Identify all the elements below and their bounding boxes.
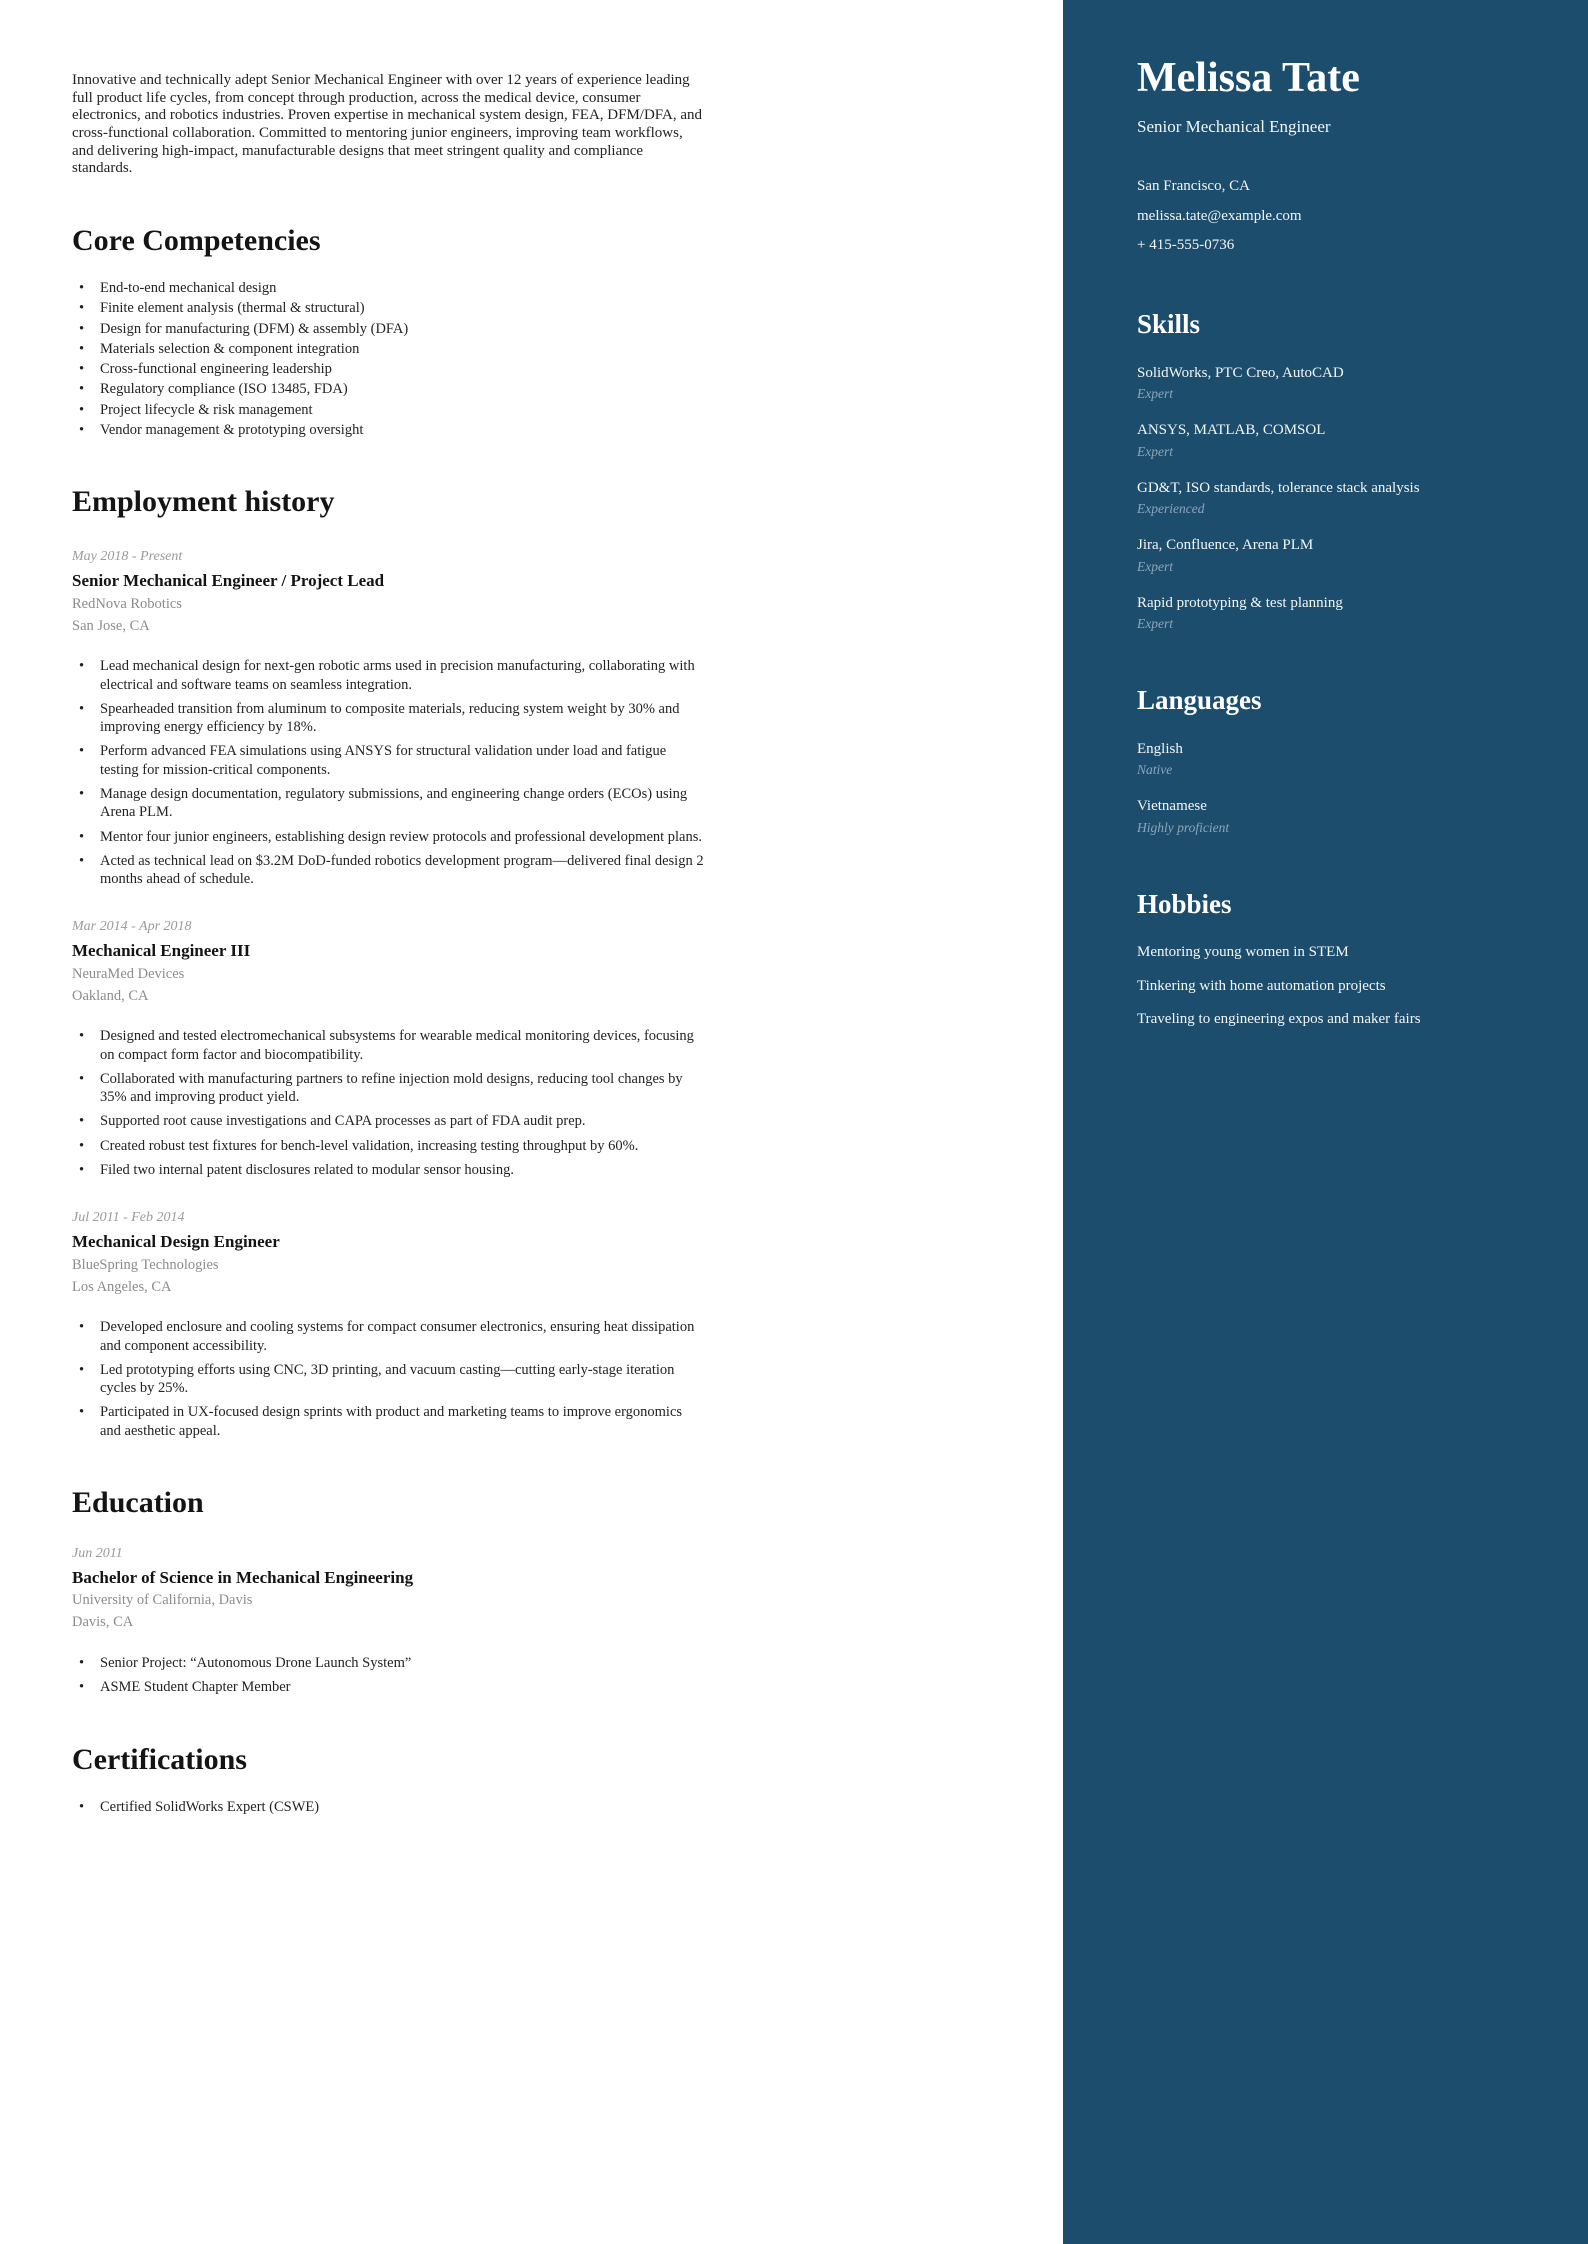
language-level: Native [1137,762,1173,778]
education-location: Davis, CA [72,1614,134,1631]
job-dates: May 2018 - Present [72,549,183,565]
language-entry [1137,797,1522,836]
list-item: • Senior Project: “Autonomous Drone Launch System” [72,1654,704,1672]
list-item: • Spearheaded transition from aluminum to composite materials, reducing system weight by 30% and improving energy efficiency by 18%. [72,700,704,737]
list-item: • ASME Student Chapter Member [72,1678,704,1696]
list-item: • Filed two internal patent disclosures related to modular sensor housing. [72,1161,704,1179]
list-item: • Mentor four junior engineers, establishing design review protocols and professional development plans. [72,828,704,846]
list-item: • Led prototyping efforts using CNC, 3D printing, and vacuum casting—cutting early-stage iteration cycles by 25%. [72,1361,704,1398]
language-entry [1137,740,1522,779]
list-item: • Design for manufacturing (DFM) & assembly (DFA) [72,320,704,338]
job-bullet-list [72,657,704,888]
employment-history-section [72,485,704,1440]
list-item: • Supported root cause investigations and CAPA processes as part of FDA audit prep. [72,1112,704,1130]
education-school: University of California, Davis [72,1592,253,1609]
job-entry [72,1209,704,1440]
certifications-section [72,1743,704,1816]
list-item: • Perform advanced FEA simulations using ANSYS for structural validation under load and fatigue testing for mission-critical components. [72,742,704,779]
skill-level: Experienced [1137,501,1205,517]
competencies-list [72,279,704,439]
education-bullet-list [72,1654,704,1697]
job-location: Oakland, CA [72,987,149,1004]
job-bullet-list [72,1318,704,1440]
candidate-name: Melissa Tate [1137,55,1360,101]
skill-entry [1137,536,1522,575]
skill-name: Rapid prototyping & test planning [1137,594,1343,611]
skill-level: Expert [1137,386,1173,402]
job-title: Senior Mechanical Engineer / Project Lead [72,571,385,591]
job-company: RedNova Robotics [72,595,182,612]
candidate-job-title: Senior Mechanical Engineer [1137,117,1331,137]
sidebar [1063,0,1588,2244]
list-item: • Finite element analysis (thermal & structural) [72,299,704,317]
education-entry [72,1545,704,1697]
list-item: • Designed and tested electromechanical subsystems for wearable medical monitoring devices, focusing on compact form factor and biocompatibility. [72,1027,704,1064]
language-level: Highly proficient [1137,819,1230,835]
hobby-item: Tinkering with home automation projects [1137,977,1386,994]
job-location: San Jose, CA [72,617,150,634]
sidebar-heading-skills: Skills [1137,308,1201,339]
skill-entry [1137,364,1522,403]
job-dates: Jul 2011 - Feb 2014 [72,1210,185,1226]
sidebar-heading-hobbies: Hobbies [1137,888,1232,919]
skill-name: SolidWorks, PTC Creo, AutoCAD [1137,364,1344,381]
skill-level: Expert [1137,443,1173,459]
skill-level: Expert [1137,558,1173,574]
skill-name: GD&T, ISO standards, tolerance stack analysis [1137,479,1420,496]
list-item: • Vendor management & prototyping oversight [72,421,704,439]
job-entry [72,548,704,888]
list-item: • Project lifecycle & risk management [72,401,704,419]
skill-entry [1137,479,1522,518]
job-title: Mechanical Engineer III [72,941,251,961]
education-section [72,1486,704,1697]
list-item: • Certified SolidWorks Expert (CSWE) [72,1798,704,1816]
section-heading-certifications: Certifications [72,1742,247,1776]
job-dates: Mar 2014 - Apr 2018 [72,919,192,935]
sidebar-heading-languages: Languages [1137,685,1262,716]
list-item: • Participated in UX-focused design sprints with product and marketing teams to improve ergonomics and aesthetic appeal. [72,1403,704,1440]
list-item: • Cross-functional engineering leadership [72,360,704,378]
skill-entry [1137,421,1522,460]
list-item: • Collaborated with manufacturing partners to refine injection mold designs, reducing tool changes by 35% and improving product yield. [72,1070,704,1107]
education-degree: Bachelor of Science in Mechanical Engineering [72,1568,414,1588]
certifications-list [72,1798,704,1816]
list-item: • Acted as technical lead on $3.2M DoD-funded robotics development program—delivered final design 2 months ahead of schedule. [72,852,704,889]
main-column [72,0,704,1822]
professional-summary: Innovative and technically adept Senior Mechanical Engineer with over 12 years of experience leading full product life cycles, from concept through production, across the medical device, consumer electronics, and robotics industries. Proven expertise in mechanical system design, FEA, DFM/DFA, and cross-functional collaboration. Committed to mentoring junior engineers, improving team workflows, and delivering high-impact, manufacturable designs that meet stringent quality and compliance standards. [72,72,703,177]
skill-name: ANSYS, MATLAB, COMSOL [1137,422,1326,439]
language-name: English [1137,740,1183,757]
list-item: • Lead mechanical design for next-gen robotic arms used in precision manufacturing, collaborating with electrical and software teams on seamless integration. [72,657,704,694]
contact-email: melissa.tate@example.com [1137,207,1302,224]
list-item: • Developed enclosure and cooling systems for compact consumer electronics, ensuring heat dissipation and component accessibility. [72,1318,704,1355]
core-competencies-section [72,224,704,439]
language-name: Vietnamese [1137,798,1207,815]
hobby-item: Mentoring young women in STEM [1137,944,1349,961]
contact-info [1137,177,1522,256]
section-heading-core-competencies: Core Competencies [72,224,321,258]
list-item: • Manage design documentation, regulatory submissions, and engineering change orders (ECOs) using Arena PLM. [72,785,704,822]
list-item: • Materials selection & component integration [72,340,704,358]
job-bullet-list [72,1027,704,1179]
job-title: Mechanical Design Engineer [72,1232,280,1252]
section-heading-education: Education [72,1486,204,1519]
list-item: • Regulatory compliance (ISO 13485, FDA) [72,380,704,398]
contact-location: San Francisco, CA [1137,178,1250,195]
section-heading-employment: Employment history [72,485,335,519]
job-company: BlueSpring Technologies [72,1256,219,1273]
list-item: • Created robust test fixtures for bench-level validation, increasing testing throughput by 60%. [72,1137,704,1155]
job-company: NeuraMed Devices [72,965,185,982]
skill-name: Jira, Confluence, Arena PLM [1137,537,1314,554]
job-entry [72,918,704,1179]
hobby-item: Traveling to engineering expos and maker fairs [1137,1011,1421,1028]
list-item: • End-to-end mechanical design [72,279,704,297]
education-dates: Jun 2011 [72,1546,123,1561]
contact-phone: + 415-555-0736 [1137,237,1235,254]
skill-level: Expert [1137,616,1173,632]
skill-entry [1137,594,1522,633]
job-location: Los Angeles, CA [72,1278,172,1295]
